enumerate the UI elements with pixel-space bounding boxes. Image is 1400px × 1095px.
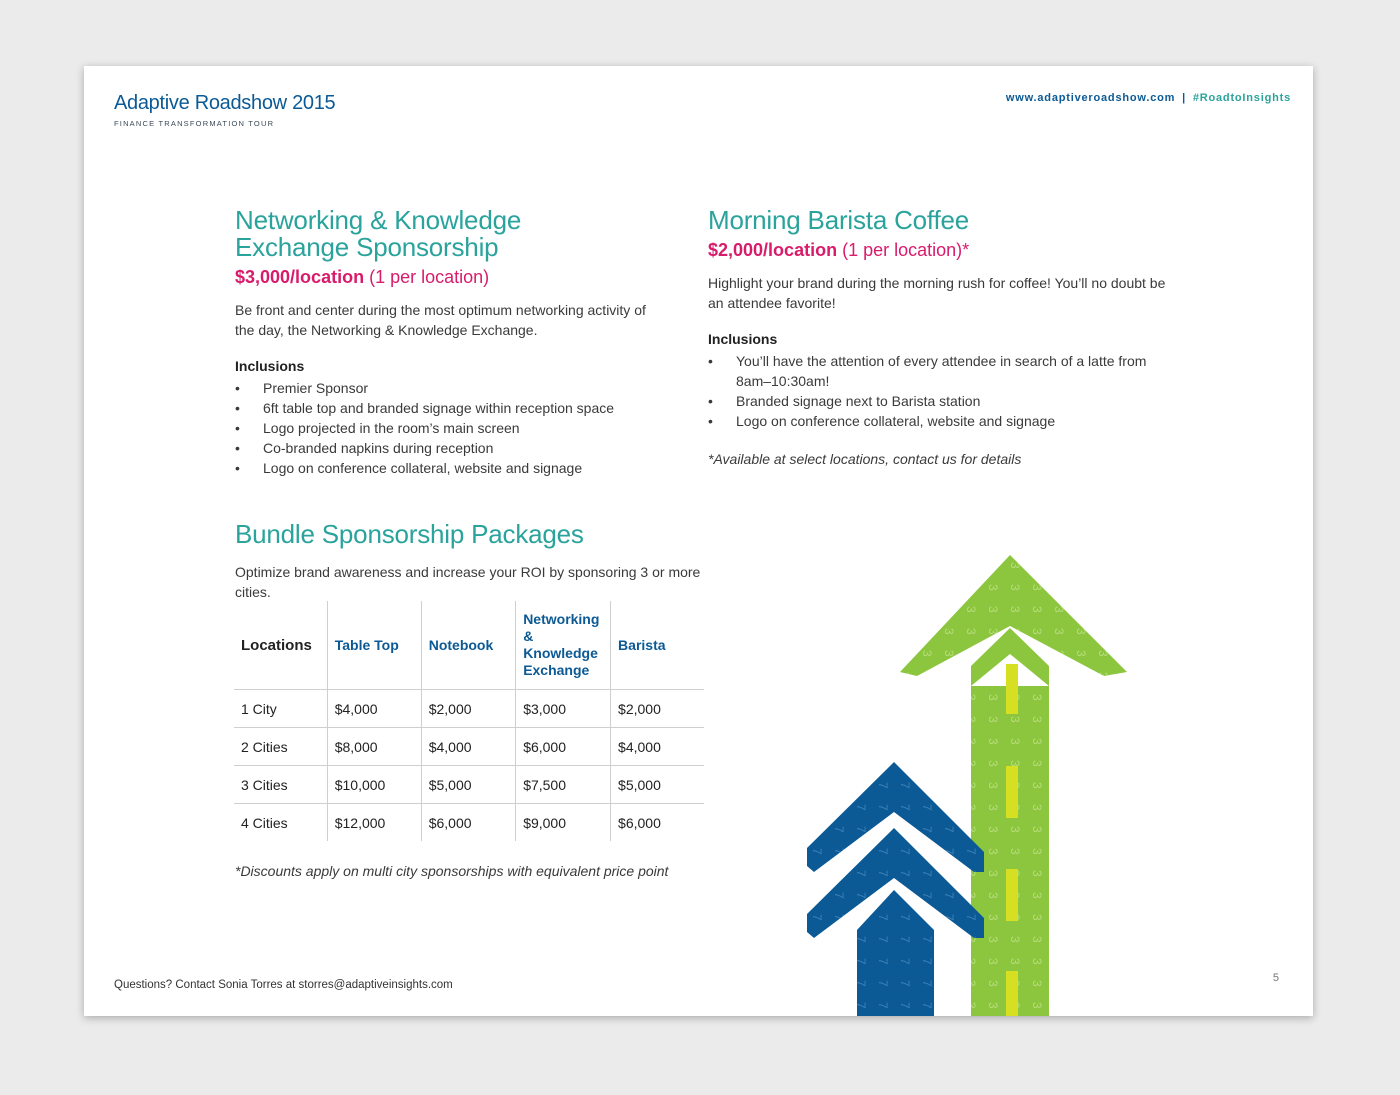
table-cell: $6,000	[421, 804, 515, 842]
barista-price-amount: $2,000/location	[708, 240, 838, 260]
networking-sponsorship-section	[235, 207, 665, 478]
barista-description: Highlight your brand during the morning rush for coffee! You’ll no doubt be an attendee favorite!	[708, 275, 1166, 311]
bundle-packages-section	[235, 521, 715, 602]
table-row	[234, 804, 704, 842]
brochure-page	[84, 66, 1313, 1016]
list-item: • Logo projected in the room’s main screen	[235, 418, 665, 438]
table-header-row	[234, 601, 704, 690]
list-item: • 6ft table top and branded signage within reception space	[235, 398, 665, 418]
blue-arrow-icon	[807, 762, 984, 1016]
column-header: Barista	[611, 601, 704, 690]
header-separator: |	[1182, 92, 1186, 104]
bundle-description: Optimize brand awareness and increase your ROI by sponsoring 3 or more cities.	[235, 564, 701, 600]
barista-title: Morning Barista Coffee	[708, 205, 970, 235]
brand-subtitle: FINANCE TRANSFORMATION TOUR	[114, 119, 275, 128]
table-row	[234, 728, 704, 766]
barista-availability-note: *Available at select locations, contact us for details	[708, 451, 1022, 467]
table-cell: 3 Cities	[234, 766, 327, 804]
table-cell: $5,000	[611, 766, 704, 804]
column-header: Locations	[234, 601, 327, 690]
table-cell: $7,500	[516, 766, 611, 804]
barista-inclusions-list	[708, 351, 1168, 431]
column-header: Networking & Knowledge Exchange	[516, 601, 611, 690]
growth-arrows-illustration	[784, 536, 1244, 1016]
table-cell: 2 Cities	[234, 728, 327, 766]
website-link[interactable]: www.adaptiveroadshow.com	[1005, 92, 1176, 104]
table-cell: $10,000	[327, 766, 421, 804]
table-cell: 1 City	[234, 690, 327, 728]
header-links	[1006, 92, 1291, 104]
list-item: • Logo on conference collateral, website and signage	[235, 458, 665, 478]
networking-price	[235, 267, 665, 288]
list-item: • Co-branded napkins during reception	[235, 438, 665, 458]
networking-inclusions-heading: Inclusions	[235, 358, 305, 374]
barista-price	[708, 240, 1168, 261]
barista-inclusions-heading: Inclusions	[708, 331, 778, 347]
networking-title-line2: Exchange Sponsorship	[235, 232, 499, 262]
discount-note: *Discounts apply on multi city sponsorships with equivalent price point	[235, 863, 669, 879]
networking-price-amount: $3,000/location	[235, 267, 365, 287]
networking-price-note: (1 per location)	[369, 267, 490, 287]
brand-name: Adaptive Roadshow	[114, 92, 287, 114]
bundle-price-table	[234, 601, 704, 841]
table-row	[234, 690, 704, 728]
barista-sponsorship-section	[708, 207, 1168, 467]
list-item: • Logo on conference collateral, website and signage	[708, 411, 1168, 431]
table-cell: $4,000	[327, 690, 421, 728]
table-cell: $2,000	[611, 690, 704, 728]
table-cell: $8,000	[327, 728, 421, 766]
table-row	[234, 766, 704, 804]
table-cell: $4,000	[611, 728, 704, 766]
table-cell: $12,000	[327, 804, 421, 842]
networking-title	[235, 207, 665, 261]
list-item: • Premier Sponsor	[235, 378, 665, 398]
hashtag: #RoadtoInsights	[1192, 92, 1291, 104]
table-cell: $6,000	[516, 728, 611, 766]
table-cell: $9,000	[516, 804, 611, 842]
green-arrow-icon	[900, 555, 1127, 1016]
table-cell: $5,000	[421, 766, 515, 804]
table-cell: $3,000	[516, 690, 611, 728]
column-header: Notebook	[421, 601, 515, 690]
footer-contact: Questions? Contact Sonia Torres at storres@adaptiveinsights.com	[114, 979, 453, 991]
table-cell: $6,000	[611, 804, 704, 842]
list-item: • You’ll have the attention of every attendee in search of a latte from 8am–10:30am!	[708, 351, 1168, 391]
list-item: • Branded signage next to Barista station	[708, 391, 1168, 411]
page-number: 5	[1272, 972, 1279, 984]
column-header: Table Top	[327, 601, 421, 690]
table-cell: $2,000	[421, 690, 515, 728]
brand-year: 2015	[292, 92, 336, 114]
table-cell: $4,000	[421, 728, 515, 766]
bundle-title: Bundle Sponsorship Packages	[235, 519, 584, 549]
networking-title-line1: Networking & Knowledge	[235, 205, 522, 235]
networking-inclusions-list	[235, 378, 665, 478]
brand-logo	[114, 92, 335, 128]
barista-price-note: (1 per location)*	[842, 240, 970, 260]
networking-description: Be front and center during the most optimum networking activity of the day, the Networking & Knowledge Exchange.	[235, 302, 646, 338]
table-cell: 4 Cities	[241, 814, 288, 831]
